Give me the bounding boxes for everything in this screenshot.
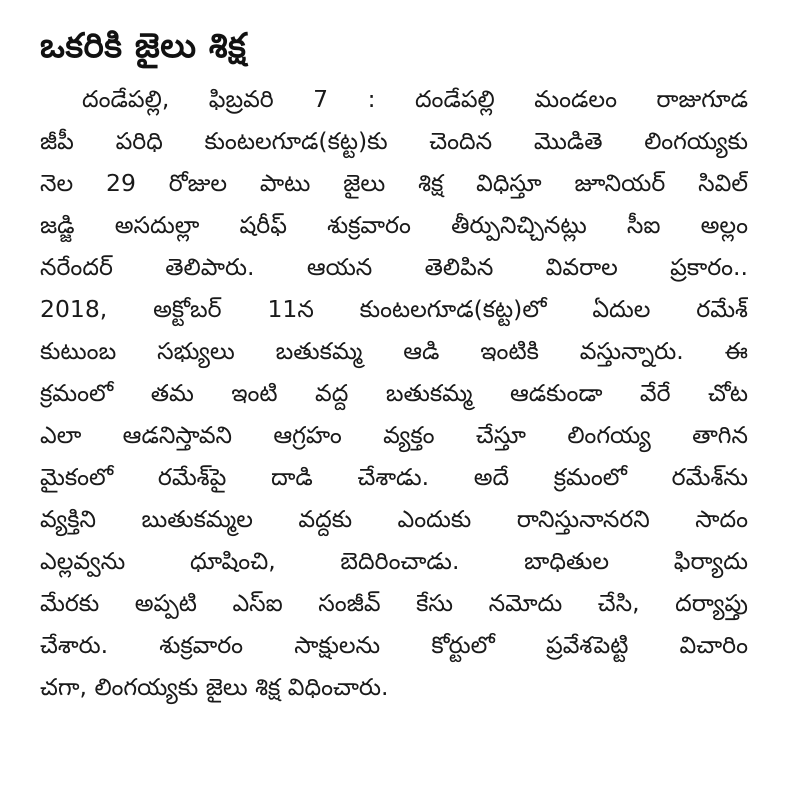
article-line: చేశారు. శుక్రవారం సాక్షులను కోర్టులో ప్రవేశపెట్టి విచారిం — [40, 631, 748, 659]
article-line: క్రమంలో తమ ఇంటి వద్ద బతుకమ్మ ఆడకుండా వేరే చోట — [40, 379, 748, 407]
news-article — [40, 22, 748, 708]
article-line: జడ్జి అసదుల్లా షరీఫ్ శుక్రవారం తీర్పునిచ్చినట్లు సీఐ అల్లం — [40, 211, 748, 239]
article-line: ఎల్లవ్వను ధూషించి, బెదిరించాడు. బాధితుల ఫిర్యాదు — [40, 547, 748, 575]
article-headline: ఒకరికి జైలు శిక్ష — [40, 26, 247, 66]
article-line: కుటుంబ సభ్యులు బతుకమ్మ ఆడి ఇంటికి వస్తున్నారు. ఈ — [40, 337, 748, 365]
article-line: జీపీ పరిధి కుంటలగూడ(కట్ట)కు చెందిన మొడితె లింగయ్యకు — [40, 127, 748, 155]
article-body — [40, 78, 748, 708]
article-line: చగా, లింగయ్యకు జైలు శిక్ష విధించారు. — [40, 673, 389, 701]
article-line: దండేపల్లి, ఫిబ్రవరి 7 : దండేపల్లి మండలం రాజుగూడ — [82, 85, 748, 113]
article-line: 2018, అక్టోబర్ 11న కుంటలగూడ(కట్ట)లో ఏదుల రమేశ్ — [40, 295, 748, 323]
article-line: నెల 29 రోజుల పాటు జైలు శిక్ష విధిస్తూ జూనియర్ సివిల్ — [40, 169, 748, 197]
article-line: నరేందర్ తెలిపారు. ఆయన తెలిపిన వివరాల ప్రకారం.. — [40, 253, 748, 281]
article-line: ఎలా ఆడనిస్తావని ఆగ్రహం వ్యక్తం చేస్తూ లింగయ్య తాగిన — [40, 421, 748, 449]
article-line: మేరకు అప్పటి ఎస్ఐ సంజీవ్ కేసు నమోదు చేసి, దర్యాప్తు — [40, 589, 748, 617]
article-line: మైకంలో రమేశ్‌పై దాడి చేశాడు. అదే క్రమంలో రమేశ్‌ను — [40, 463, 748, 491]
article-line: వ్యక్తిని బుతుకమ్మల వద్దకు ఎందుకు రానిస్తునానరని సాదం — [40, 505, 748, 533]
